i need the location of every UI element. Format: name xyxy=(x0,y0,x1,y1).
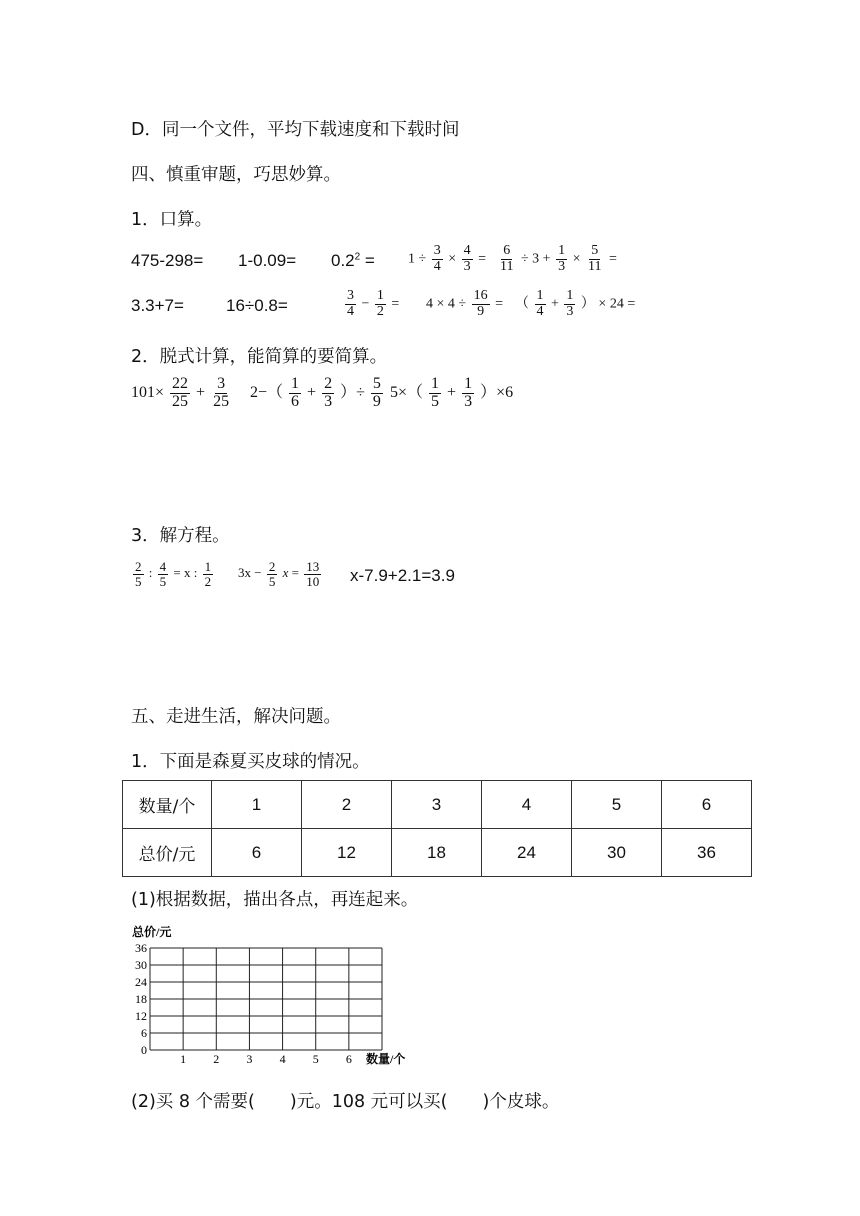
grid-lines xyxy=(150,948,382,1050)
oral-calc-3: $0.2^2$ = xyxy=(331,251,375,270)
section5-title: 五、走进生活，解决问题。 xyxy=(131,707,341,727)
oral-calc-2: 1-0.09= xyxy=(238,251,297,270)
x-tick-labels xyxy=(180,1052,352,1066)
plot-grid xyxy=(124,922,424,1068)
table-cell: 6 xyxy=(212,829,302,877)
price-table xyxy=(122,780,752,877)
x-tick-label: 3 xyxy=(246,1052,253,1066)
y-tick-labels xyxy=(135,941,147,1057)
sub-question-2: (2)买 8 个需要( )元。108 元可以买( )个皮球。 xyxy=(131,1092,560,1112)
equation-3: x-7.9+2.1=3.9 xyxy=(350,566,455,585)
table-header-quantity: 数量/个 xyxy=(123,781,212,829)
table-cell: 36 xyxy=(662,829,752,877)
sub-question-1: (1)根据数据，描出各点，再连起来。 xyxy=(131,890,419,910)
x-tick-label: 6 xyxy=(345,1052,352,1066)
oral-calc-9: 4 × 4 ÷ $\frac{16}{9}$ = xyxy=(426,288,503,319)
equation-2: 3x − $\frac{2}{5}$ x = $\frac{13}{10}$ xyxy=(238,559,320,589)
q2-title: 2．脱式计算，能简算的要简算。 xyxy=(131,347,388,367)
table-cell: 2 xyxy=(302,781,392,829)
q1-title: 1．口算。 xyxy=(131,210,213,230)
section4-title: 四、慎重审题，巧思妙算。 xyxy=(131,165,341,185)
x-axis-title: 数量/个 xyxy=(366,1052,406,1066)
table-row xyxy=(123,829,752,877)
y-tick-label: 12 xyxy=(135,1009,147,1023)
y-tick-label: 24 xyxy=(135,975,147,989)
x-tick-label: 2 xyxy=(213,1052,220,1066)
y-tick-label: 18 xyxy=(135,992,147,1006)
x-tick-label: 5 xyxy=(312,1052,319,1066)
y-tick-label: 0 xyxy=(141,1043,147,1057)
calc-expression-1: 101× $\frac{22}{25}$ + $\frac{3}{25}$ xyxy=(131,375,230,410)
section5-q1-title: 1．下面是森夏买皮球的情况。 xyxy=(131,752,370,772)
table-cell: 12 xyxy=(302,829,392,877)
table-cell: 4 xyxy=(482,781,572,829)
oral-calc-7: 16÷0.8= xyxy=(226,296,288,315)
y-tick-label: 30 xyxy=(135,958,147,972)
table-cell: 30 xyxy=(572,829,662,877)
y-tick-label: 6 xyxy=(141,1026,147,1040)
table-cell: 24 xyxy=(482,829,572,877)
table-header-total: 总价/元 xyxy=(123,829,212,877)
oral-calc-10: （ $\frac{1}{4}$ + $\frac{1}{3}$ ） × 24 = xyxy=(515,288,636,319)
table-cell: 1 xyxy=(212,781,302,829)
calc-expression-2: 2−（ $\frac{1}{6}$ + $\frac{2}{3}$ ）÷ $\frac{5}{9}$ xyxy=(250,375,381,410)
oral-calc-1: 475-298= xyxy=(131,251,204,270)
table-cell: 5 xyxy=(572,781,662,829)
x-tick-label: 4 xyxy=(279,1052,286,1066)
calc-expression-3: 5×（ $\frac{1}{5}$ + $\frac{1}{3}$ ）×6 xyxy=(390,375,514,410)
x-tick-label: 1 xyxy=(180,1052,187,1066)
table-cell: 6 xyxy=(662,781,752,829)
table-cell: 18 xyxy=(392,829,482,877)
oral-calc-5: $\frac{6}{11}$ ÷ 3 + $\frac{1}{3}$ × $\frac{5}{11}$ = xyxy=(500,243,617,274)
option-d: D．同一个文件，平均下载速度和下载时间 xyxy=(131,120,460,140)
oral-calc-4: 1 ÷ $\frac{3}{4}$ × $\frac{4}{3}$ = xyxy=(408,243,486,274)
table-row xyxy=(123,781,752,829)
q3-title: 3．解方程。 xyxy=(131,526,230,546)
y-axis-title: 总价/元 xyxy=(132,925,172,939)
oral-calc-6: 3.3+7= xyxy=(131,296,184,315)
oral-calc-8: $\frac{3}{4}$ − $\frac{1}{2}$ = xyxy=(347,288,400,319)
equation-1: $\frac{2}{5}$ : $\frac{4}{5}$ = x : $\frac{1}{2}$ xyxy=(135,559,212,589)
y-tick-label: 36 xyxy=(135,941,147,955)
table-cell: 3 xyxy=(392,781,482,829)
